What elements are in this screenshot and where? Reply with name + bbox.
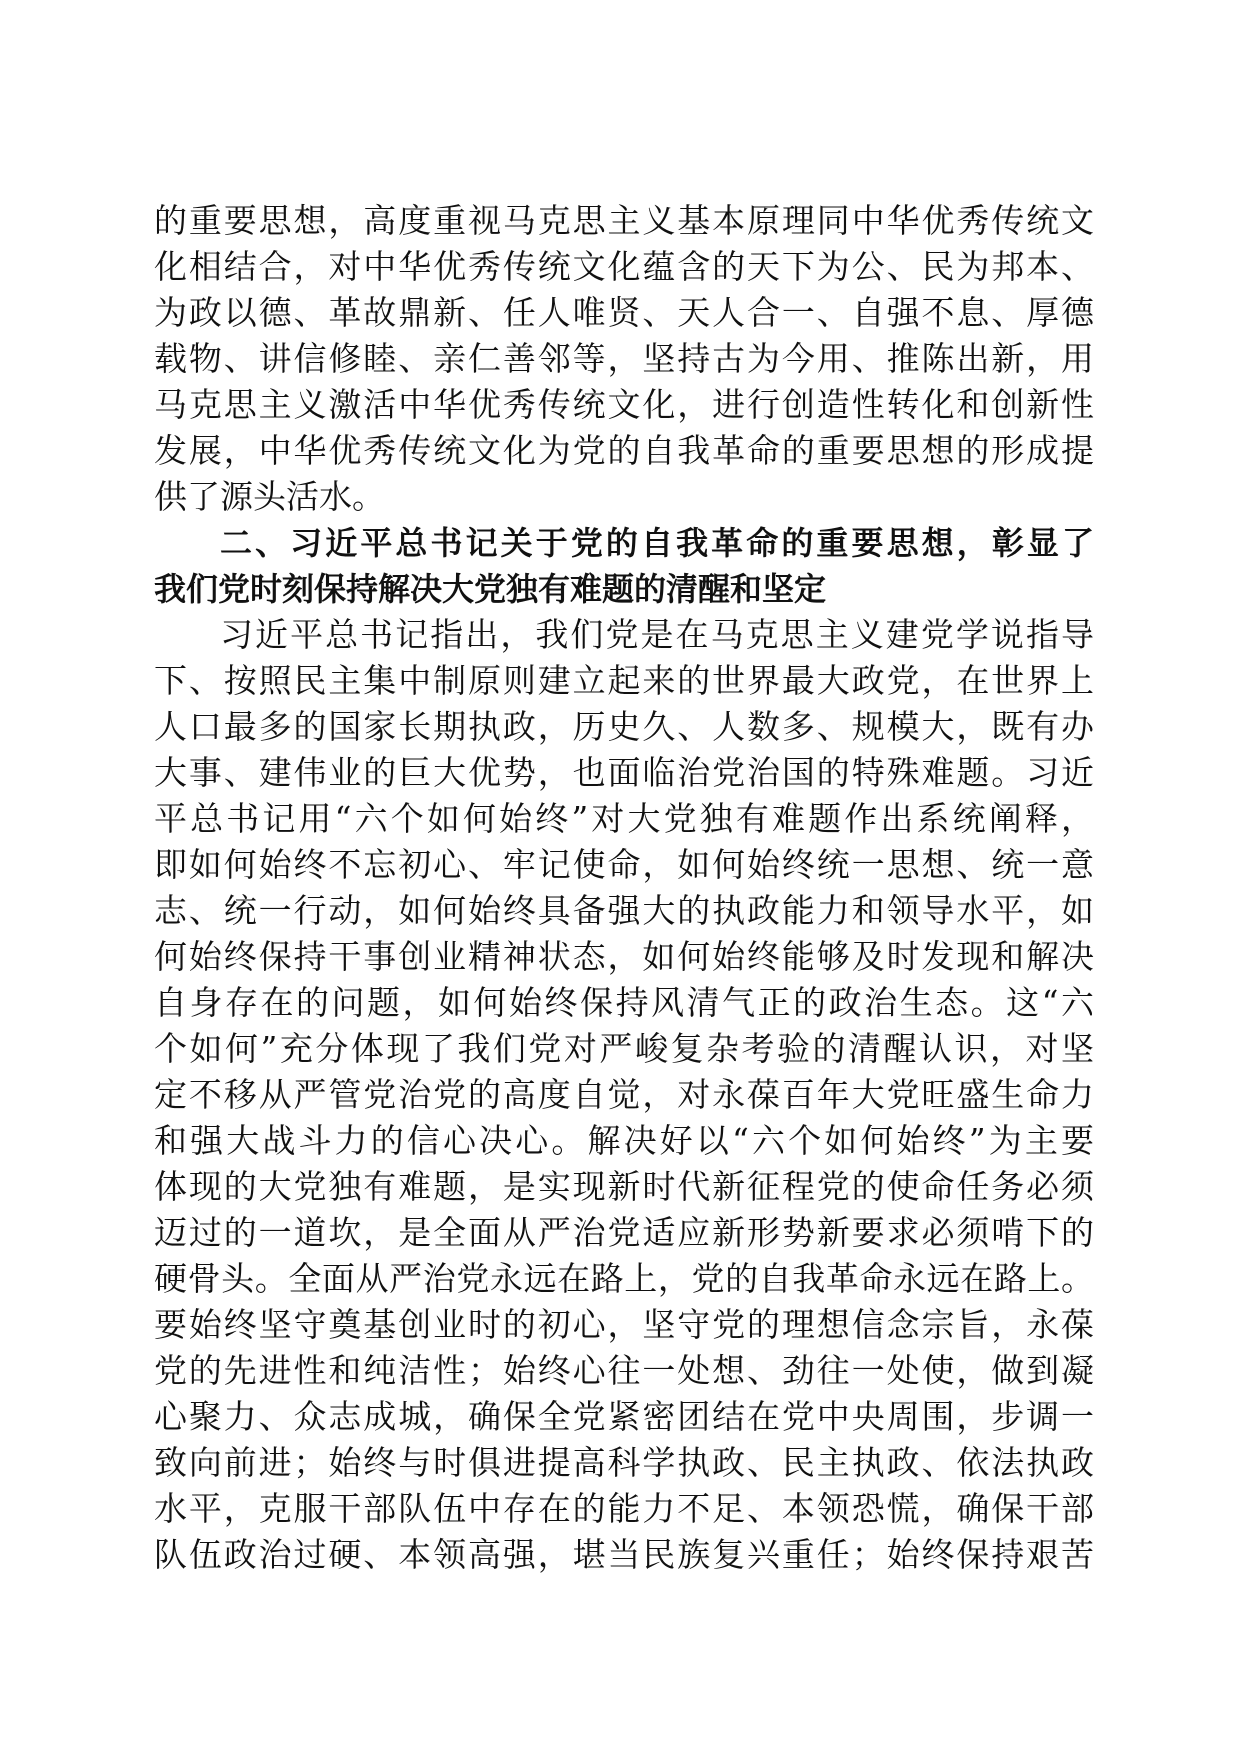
text-line: 个如何”充分体现了我们党对严峻复杂考验的清醒认识，对坚	[154, 1029, 1094, 1068]
text-line: 下、按照民主集中制原则建立起来的世界最大政党，在世界上	[154, 661, 1094, 700]
text-line: 水平，克服干部队伍中存在的能力不足、本领恐慌，确保干部	[154, 1489, 1094, 1528]
heading-line: 我们党时刻保持解决大党独有难题的清醒和坚定	[154, 570, 827, 608]
text-line: 队伍政治过硬、本领高强，堪当民族复兴重任；始终保持艰苦	[154, 1535, 1094, 1574]
heading-line: 二、习近平总书记关于党的自我革命的重要思想，彰显了	[220, 524, 1094, 562]
text-line: 心聚力、众志成城，确保全党紧密团结在党中央周围，步调一	[154, 1397, 1094, 1436]
text-line: 发展，中华优秀传统文化为党的自我革命的重要思想的形成提	[154, 431, 1094, 470]
text-line: 体现的大党独有难题，是实现新时代新征程党的使命任务必须	[154, 1167, 1094, 1206]
text-line: 何始终保持干事创业精神状态，如何始终能够及时发现和解决	[154, 937, 1094, 976]
text-line: 迈过的一道坎，是全面从严治党适应新形势新要求必须啃下的	[154, 1213, 1094, 1252]
text-line: 要始终坚守奠基创业时的初心，坚守党的理想信念宗旨，永葆	[154, 1305, 1094, 1344]
text-line: 党的先进性和纯洁性；始终心往一处想、劲往一处使，做到凝	[154, 1351, 1094, 1390]
text-line: 和强大战斗力的信心决心。解决好以“六个如何始终”为主要	[154, 1121, 1094, 1160]
text-line: 大事、建伟业的巨大优势，也面临治党治国的特殊难题。习近	[154, 753, 1094, 792]
text-line: 即如何始终不忘初心、牢记使命，如何始终统一思想、统一意	[154, 845, 1094, 884]
text-line: 致向前进；始终与时俱进提高科学执政、民主执政、依法执政	[154, 1443, 1094, 1482]
section-heading-2	[154, 520, 1094, 612]
paragraph-intro-tail	[154, 198, 1094, 520]
text-line: 平总书记用“六个如何始终”对大党独有难题作出系统阐释，	[154, 799, 1094, 838]
text-line: 定不移从严管党治党的高度自觉，对永葆百年大党旺盛生命力	[154, 1075, 1094, 1114]
text-line: 志、统一行动，如何始终具备强大的执政能力和领导水平，如	[154, 891, 1094, 930]
text-line: 化相结合，对中华优秀传统文化蕴含的天下为公、民为邦本、	[154, 247, 1094, 286]
text-line: 马克思主义激活中华优秀传统文化，进行创造性转化和创新性	[154, 385, 1094, 424]
text-line: 载物、讲信修睦、亲仁善邻等，坚持古为今用、推陈出新，用	[154, 339, 1094, 378]
text-line: 人口最多的国家长期执政，历史久、人数多、规模大，既有办	[154, 707, 1094, 746]
document-body	[154, 198, 1094, 1578]
text-line: 供了源头活水。	[154, 477, 385, 516]
text-line: 习近平总书记指出，我们党是在马克思主义建党学说指导	[220, 615, 1094, 654]
text-line: 自身存在的问题，如何始终保持风清气正的政治生态。这“六	[154, 983, 1094, 1022]
text-line: 硬骨头。全面从严治党永远在路上，党的自我革命永远在路上。	[154, 1259, 1094, 1298]
text-line: 的重要思想，高度重视马克思主义基本原理同中华优秀传统文	[154, 201, 1094, 240]
paragraph-2	[154, 612, 1094, 1578]
text-line: 为政以德、革故鼎新、任人唯贤、天人合一、自强不息、厚德	[154, 293, 1094, 332]
